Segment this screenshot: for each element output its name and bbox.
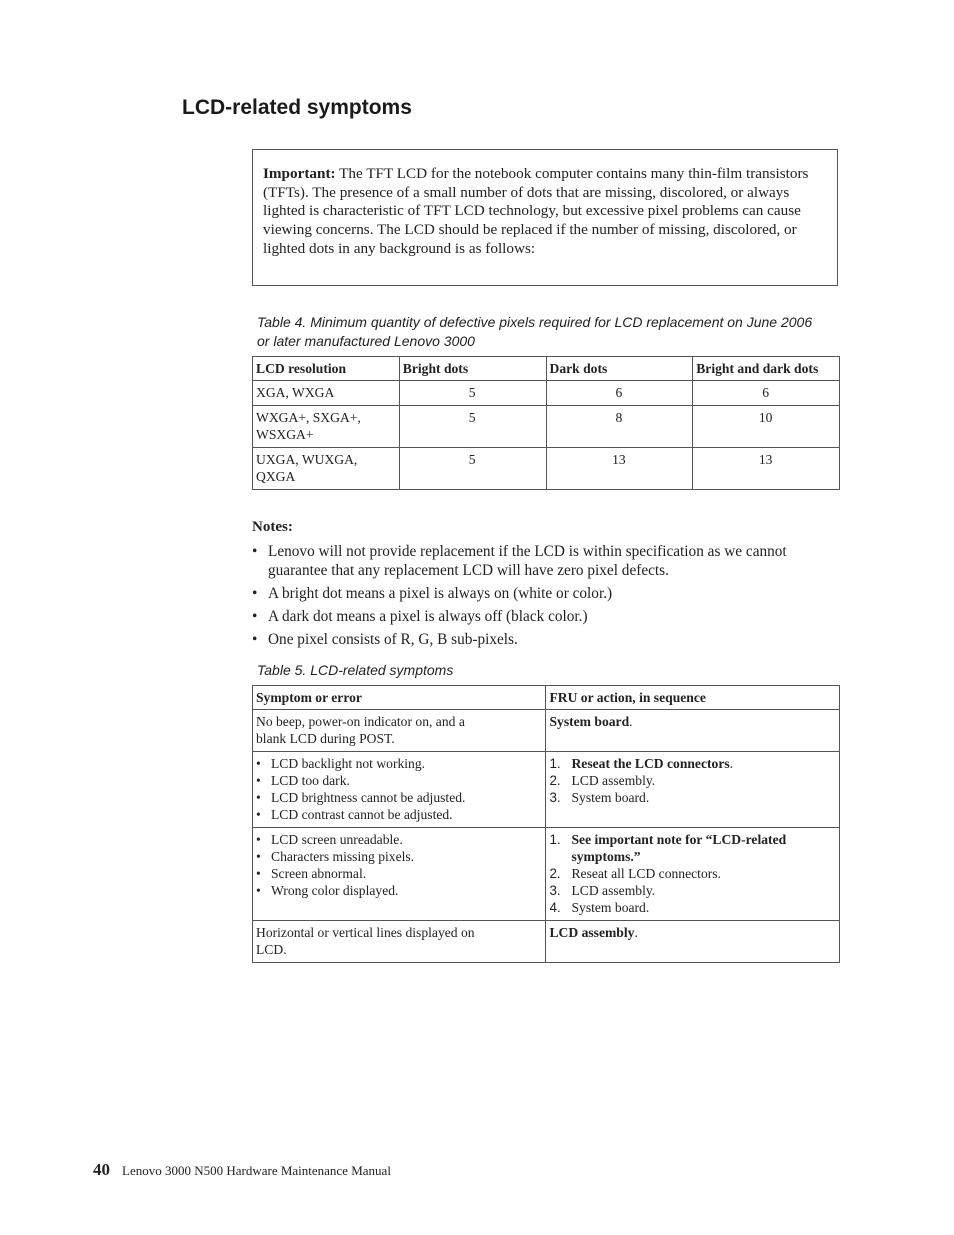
- symptom-cell: [253, 828, 546, 921]
- bullet-icon: •: [252, 584, 258, 602]
- footer-title: Lenovo 3000 N500 Hardware Maintenance Manual: [122, 1163, 391, 1178]
- page-title: LCD-related symptoms: [182, 96, 412, 119]
- table4-cell-dark: 6: [546, 381, 693, 406]
- action-fru: LCD assembly: [549, 925, 635, 940]
- table4-cell-both: 6: [693, 381, 840, 406]
- list-item: [256, 806, 541, 823]
- list-item: [549, 772, 835, 789]
- action-punct: .: [634, 925, 638, 940]
- table-row: [253, 828, 840, 921]
- symptom-line1: Horizontal or vertical lines displayed on: [256, 925, 475, 940]
- list-item: [549, 789, 835, 806]
- note-text: A dark dot means a pixel is always off (black color.): [268, 607, 588, 625]
- symptom-text: Characters missing pixels.: [271, 849, 415, 864]
- table5-caption: Table 5. LCD-related symptoms: [257, 662, 454, 678]
- table4-caption-line1: Table 4. Minimum quantity of defective pixels required for LCD replacement on June 2006: [257, 314, 813, 330]
- bullet-icon: •: [256, 773, 261, 788]
- important-notice-box: [252, 149, 838, 286]
- step-number: 3.: [549, 883, 561, 898]
- table4-cell-dark: 8: [546, 406, 693, 448]
- symptom-text: Wrong color displayed.: [271, 883, 399, 898]
- list-item: [256, 772, 541, 789]
- bullet-icon: •: [256, 807, 261, 822]
- step-punct: .: [729, 756, 734, 771]
- step-bold-line1: See important note for “LCD-related: [571, 832, 787, 847]
- table4-caption: [257, 313, 812, 351]
- bullet-icon: •: [256, 849, 261, 864]
- resolution-text: XGA, WXGA: [256, 385, 335, 400]
- symptom-cell: [253, 752, 546, 828]
- list-item: [549, 899, 835, 916]
- table-row: [253, 381, 840, 406]
- step-number: 1.: [549, 756, 561, 771]
- bullet-icon: •: [252, 543, 258, 560]
- page-number: 40: [93, 1160, 110, 1179]
- action-cell: [546, 752, 840, 828]
- bullet-icon: •: [252, 630, 258, 648]
- notes-heading: Notes:: [252, 519, 293, 535]
- note-text: A bright dot means a pixel is always on (white or color.): [268, 584, 613, 602]
- symptom-line1: No beep, power-on indicator on, and a: [256, 714, 465, 729]
- step-number: 1.: [549, 832, 561, 847]
- table-row: [253, 448, 840, 490]
- list-item: [256, 865, 541, 882]
- step-number: 2.: [549, 866, 561, 881]
- notes-list: [252, 543, 832, 654]
- symptom-cell: [253, 710, 546, 752]
- step-text: LCD assembly.: [571, 883, 656, 898]
- table4-cell-bright: 5: [399, 406, 546, 448]
- list-item: [549, 831, 835, 865]
- list-item: [256, 882, 541, 899]
- resolution-line2: WSXGA+: [256, 427, 314, 442]
- bullet-icon: •: [256, 832, 261, 847]
- action-cell: [546, 828, 840, 921]
- symptom-cell: [253, 921, 546, 963]
- resolution-line1: WXGA+, SXGA+,: [256, 410, 361, 425]
- table4-cell-bright: 5: [399, 381, 546, 406]
- list-item: [549, 882, 835, 899]
- table4-cell-resolution: [253, 381, 400, 406]
- action-steps: [549, 755, 835, 806]
- symptom-text: Screen abnormal.: [271, 866, 367, 881]
- symptom-text: LCD too dark.: [271, 773, 350, 788]
- step-number: 4.: [549, 900, 561, 915]
- table4-header-row: [253, 357, 840, 381]
- step-text: System board.: [571, 900, 650, 915]
- note-text: One pixel consists of R, G, B sub-pixels.: [268, 630, 518, 648]
- symptom-text: LCD contrast cannot be adjusted.: [271, 807, 453, 822]
- table-row: [253, 752, 840, 828]
- symptom-text: LCD brightness cannot be adjusted.: [271, 790, 466, 805]
- step-text: System board.: [571, 790, 650, 805]
- list-item: [252, 585, 832, 604]
- table4-caption-line2: or later manufactured Lenovo 3000: [257, 333, 475, 349]
- table4-cell-dark: 13: [546, 448, 693, 490]
- table4-cell-both: 13: [693, 448, 840, 490]
- symptom-line2: blank LCD during POST.: [256, 731, 395, 746]
- table-row: [253, 406, 840, 448]
- step-text: Reseat all LCD connectors.: [571, 866, 721, 881]
- step-bold-line2: symptoms.”: [571, 849, 641, 864]
- step-number: 3.: [549, 790, 561, 805]
- list-item: [549, 865, 835, 882]
- symptom-line2: LCD.: [256, 942, 287, 957]
- action-cell: [546, 710, 840, 752]
- action-punct: .: [629, 714, 633, 729]
- table-row: [253, 710, 840, 752]
- important-text: The TFT LCD for the notebook computer contains many thin-film transistors (TFTs). The presence of a small number of dots that are missing, discolored, or always lighted is characteristic of TFT LCD technology, but excessive pixel problems can cause viewing concerns. The LCD should be replaced if the number of missing, discolored, or lighted dots in any background is as follows:: [263, 165, 809, 257]
- bullet-icon: •: [256, 866, 261, 881]
- table5-header-symptom: Symptom or error: [253, 686, 546, 710]
- symptom-list: [256, 831, 541, 899]
- table5-header-row: [253, 686, 840, 710]
- table4-cell-resolution: [253, 448, 400, 490]
- action-cell: [546, 921, 840, 963]
- resolution-line1: UXGA, WUXGA,: [256, 452, 358, 467]
- list-item: [252, 608, 832, 627]
- defective-pixels-table: [252, 356, 840, 490]
- list-item: [256, 755, 541, 772]
- important-label: Important:: [263, 165, 336, 182]
- table5-header-action: FRU or action, in sequence: [546, 686, 840, 710]
- list-item: [252, 631, 832, 650]
- list-item: [256, 831, 541, 848]
- symptom-list: [256, 755, 541, 823]
- list-item: [256, 848, 541, 865]
- list-item: [252, 543, 832, 580]
- table4-header-dark: Dark dots: [546, 357, 693, 381]
- table4-cell-both: 10: [693, 406, 840, 448]
- bullet-icon: •: [256, 790, 261, 805]
- table4-cell-bright: 5: [399, 448, 546, 490]
- table4-cell-resolution: [253, 406, 400, 448]
- symptom-text: LCD screen unreadable.: [271, 832, 403, 847]
- list-item: [256, 789, 541, 806]
- bullet-icon: •: [256, 883, 261, 898]
- bullet-icon: •: [252, 607, 258, 625]
- table-row: [253, 921, 840, 963]
- table4-header-bright: Bright dots: [399, 357, 546, 381]
- bullet-icon: •: [256, 756, 261, 771]
- symptom-text: LCD backlight not working.: [271, 756, 426, 771]
- list-item: [549, 755, 835, 772]
- step-number: 2.: [549, 773, 561, 788]
- action-steps: [549, 831, 835, 916]
- step-text: LCD assembly.: [571, 773, 656, 788]
- resolution-line2: QXGA: [256, 469, 296, 484]
- step-bold-text: Reseat the LCD connectors: [571, 756, 730, 771]
- lcd-symptoms-table: [252, 685, 840, 963]
- action-fru: System board: [549, 714, 630, 729]
- page-footer: [93, 1160, 391, 1180]
- table4-header-both: Bright and dark dots: [693, 357, 840, 381]
- note-text: Lenovo will not provide replacement if the LCD is within specification as we cannot guarantee that any replacement LCD will have zero pixel defects.: [268, 543, 787, 579]
- table4-header-resolution: LCD resolution: [253, 357, 400, 381]
